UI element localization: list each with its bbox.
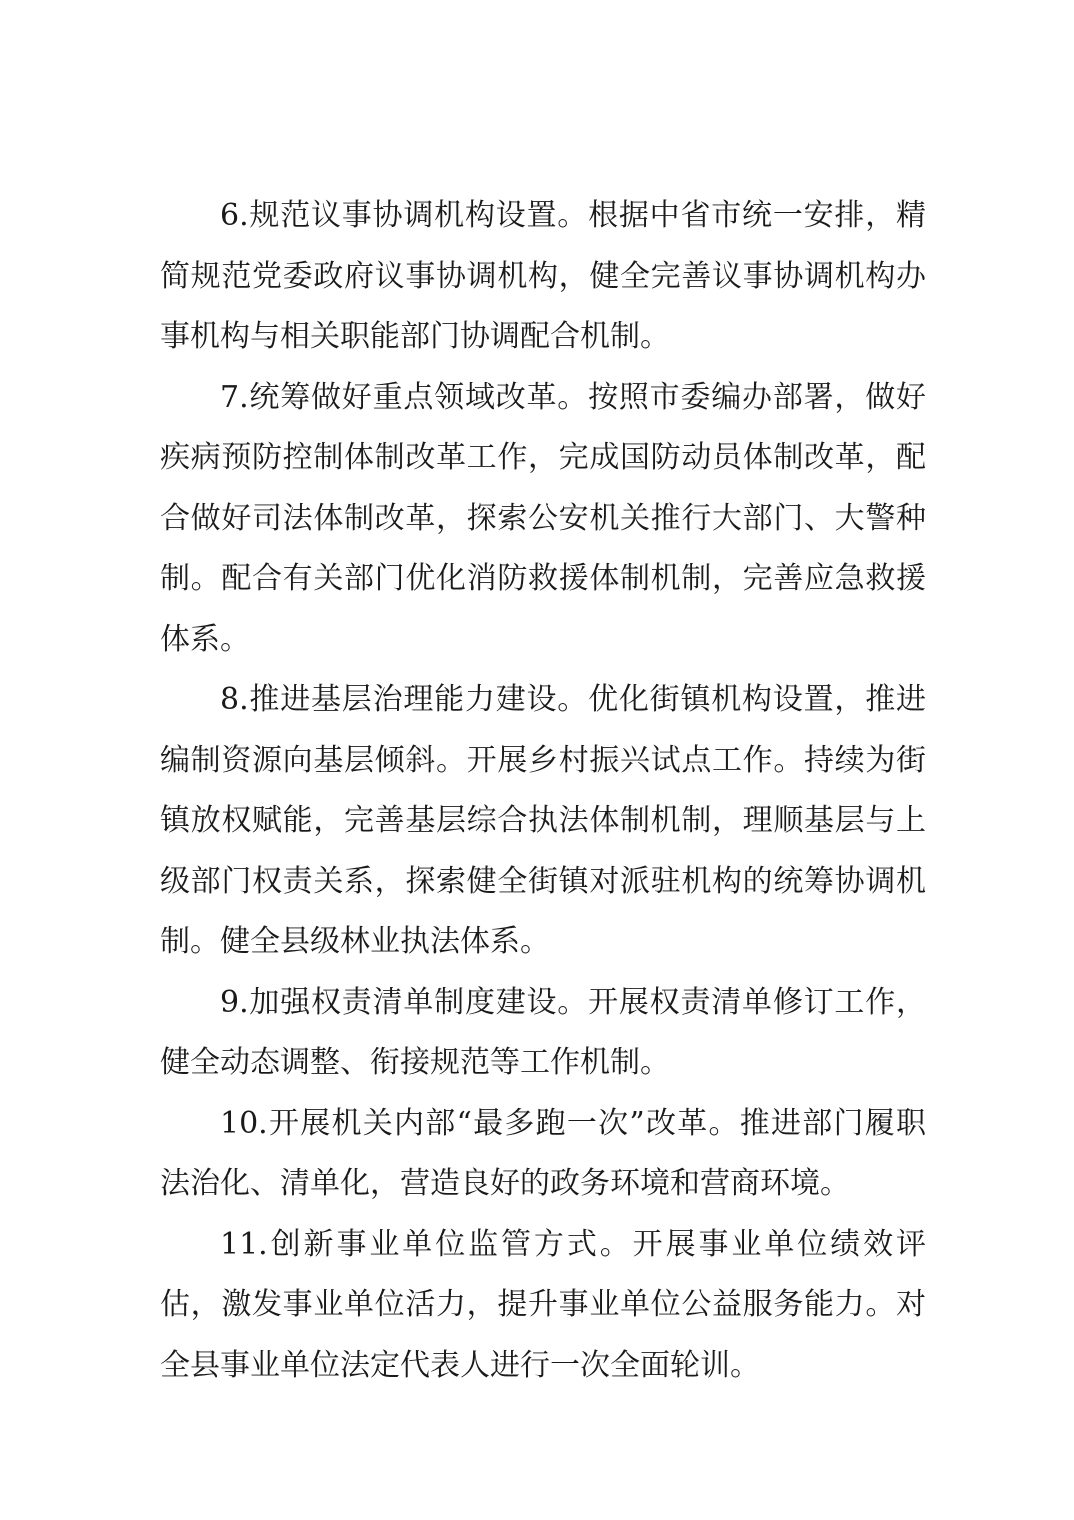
paragraph-item-9: 9.加强权责清单制度建设。开展权责清单修订工作，健全动态调整、衔接规范等工作机制。 <box>160 984 926 1080</box>
paragraph-item-6: 6.规范议事协调机构设置。根据中省市统一安排，精简规范党委政府议事协调机构，健全完善议事协调机构办事机构与相关职能部门协调配合机制。 <box>160 198 926 354</box>
paragraph-item-10: 10.开展机关内部“最多跑一次”改革。推进部门履职法治化、清单化，营造良好的政务环境和营商环境。 <box>160 1105 926 1201</box>
paragraph-item-7: 7.统筹做好重点领域改革。按照市委编办部署，做好疾病预防控制体制改革工作，完成国防动员体制改革，配合做好司法体制改革，探索公安机关推行大部门、大警种制。配合有关部门优化消防救援体制机制，完善应急救援体系。 <box>160 379 926 657</box>
paragraph-item-8: 8.推进基层治理能力建设。优化街镇机构设置，推进编制资源向基层倾斜。开展乡村振兴试点工作。持续为街镇放权赋能，完善基层综合执法体制机制，理顺基层与上级部门权责关系，探索健全街镇对派驻机构的统筹协调机制。健全县级林业执法体系。 <box>160 682 926 959</box>
document-body <box>160 186 926 1396</box>
paragraph-item-11: 11.创新事业单位监管方式。开展事业单位绩效评估，激发事业单位活力，提升事业单位公益服务能力。对全县事业单位法定代表人进行一次全面轮训。 <box>160 1226 926 1383</box>
